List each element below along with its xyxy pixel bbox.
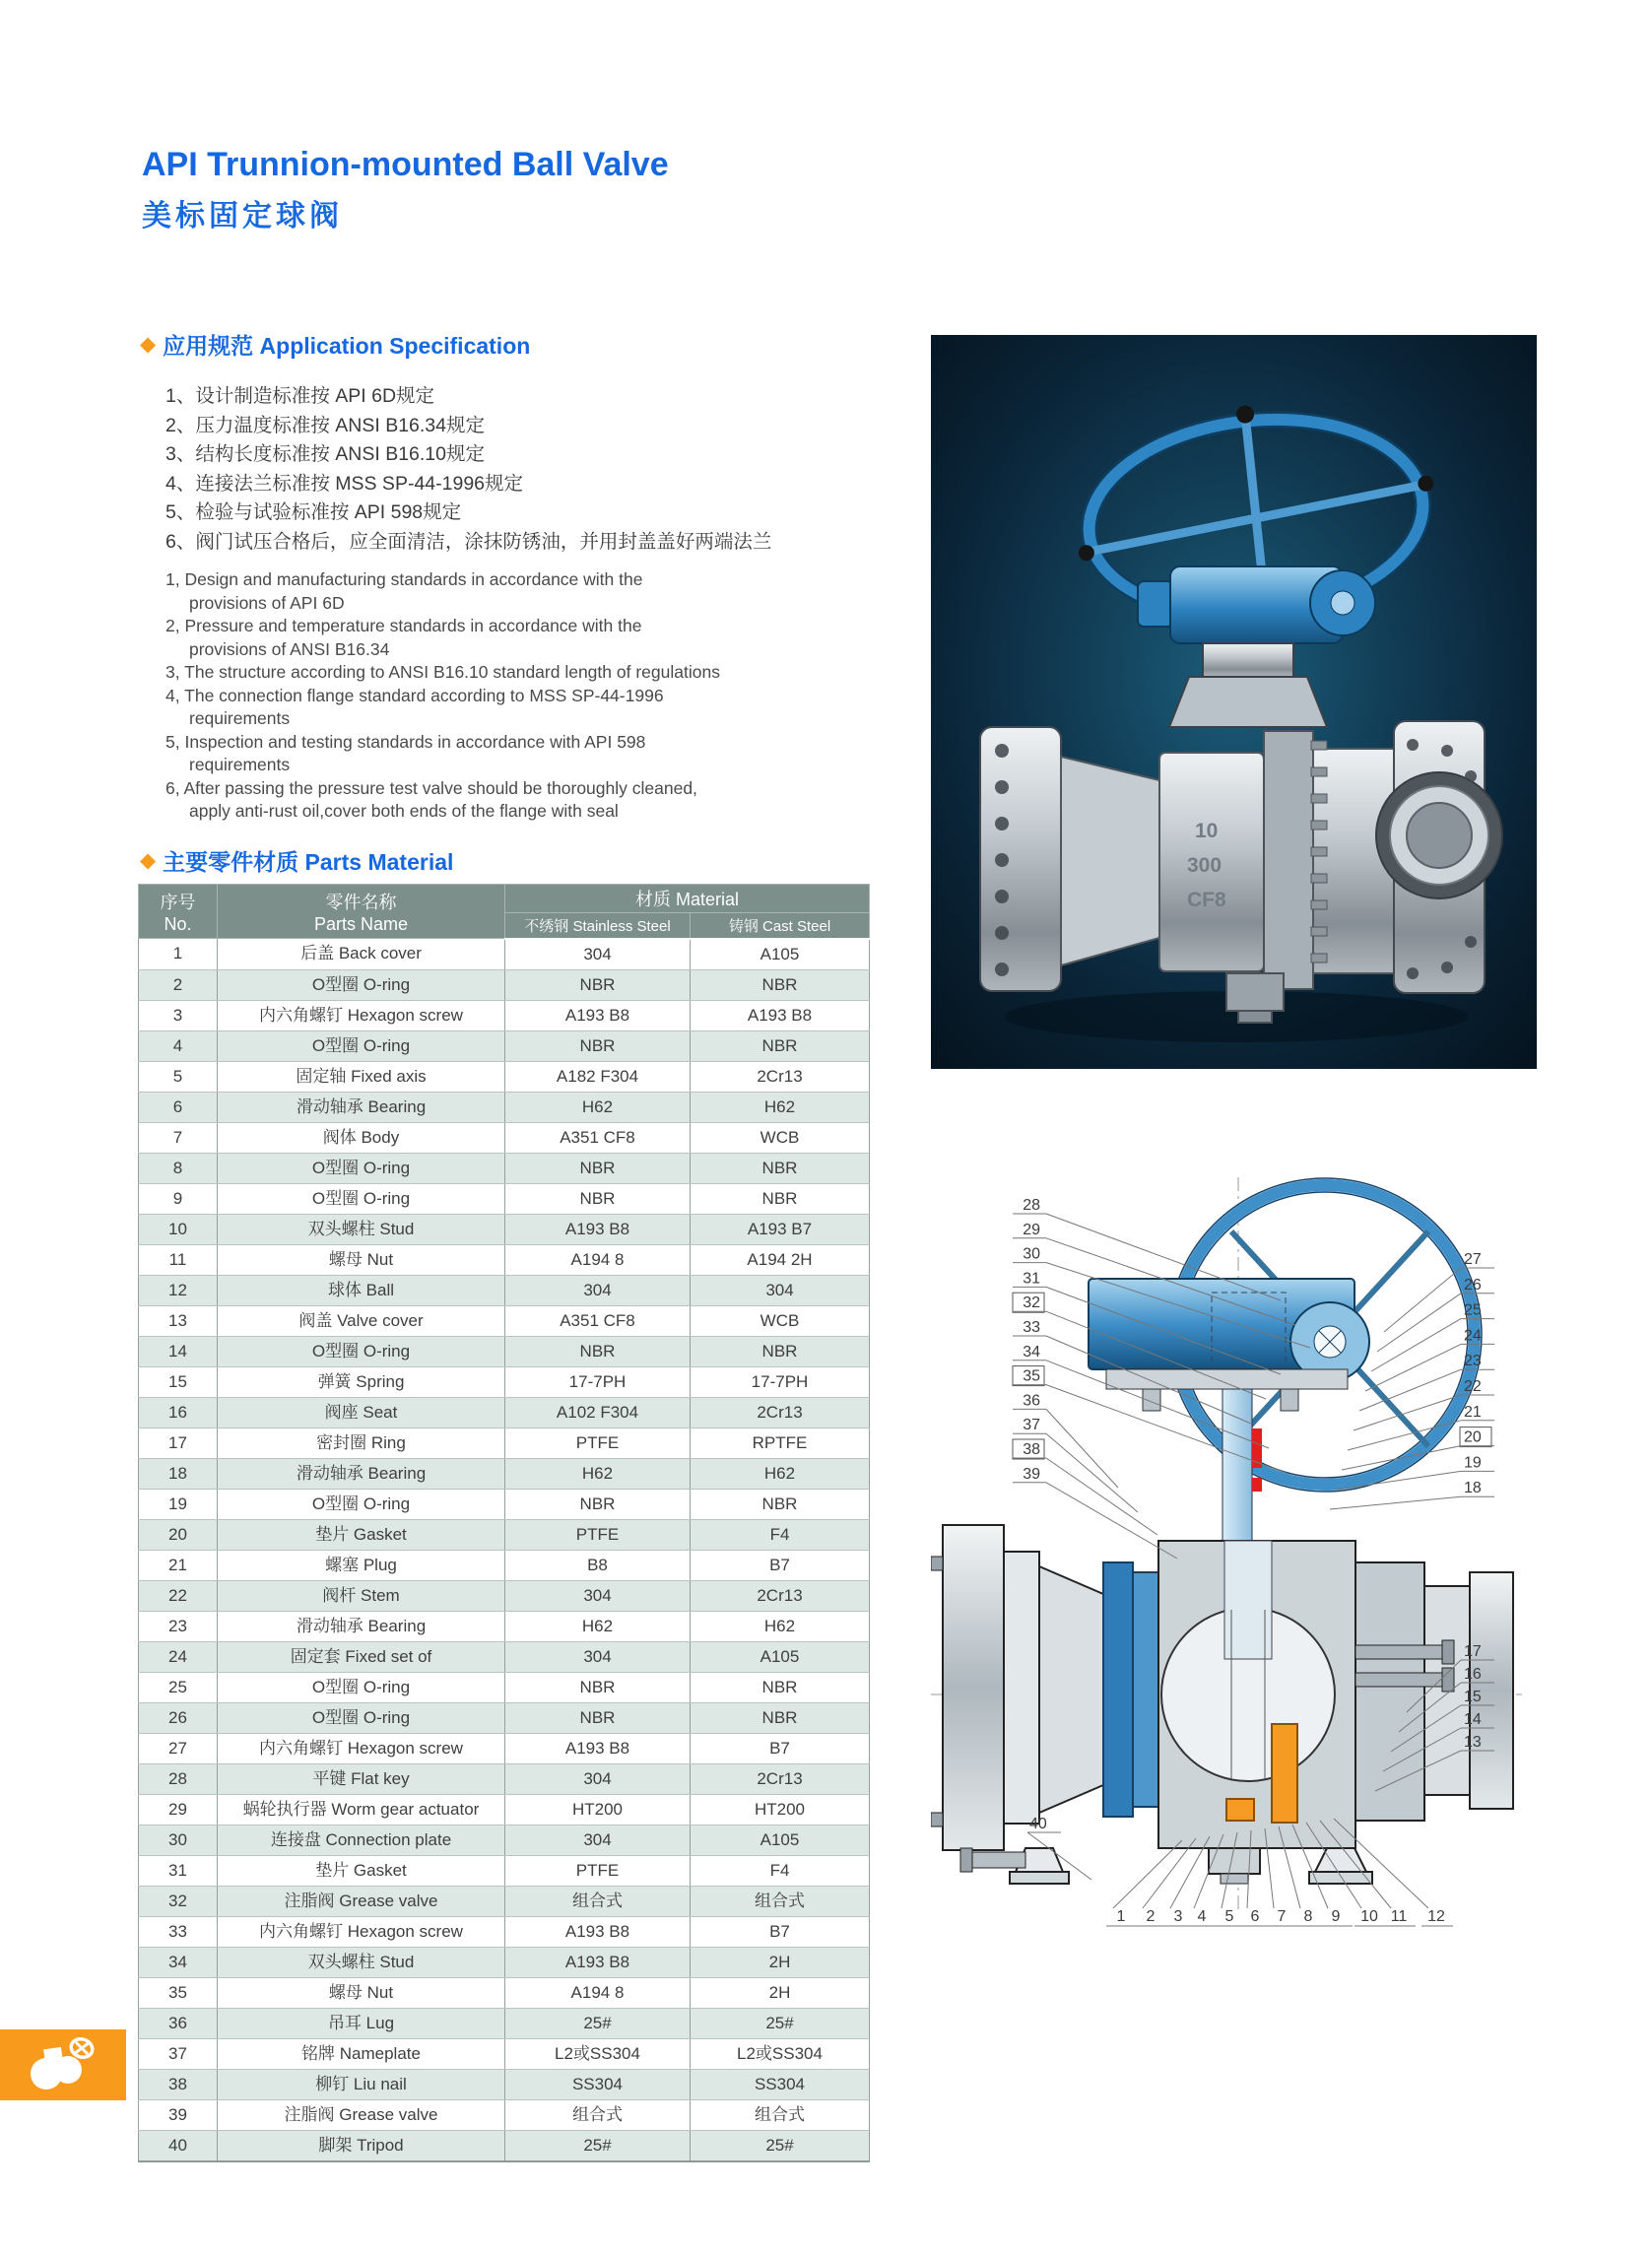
svg-text:300: 300 [1187, 854, 1222, 877]
table-cell: 31 [139, 1855, 218, 1886]
table-cell: 35 [139, 1977, 218, 2008]
diagram-callout: 21 [1464, 1403, 1482, 1421]
table-row [139, 1916, 870, 1947]
table-cell: NBR [505, 1672, 691, 1702]
diagram-callout: 2 [1146, 1908, 1156, 1925]
table-cell: 注脂阀 Grease valve [218, 2099, 505, 2130]
table-row [139, 1977, 870, 2008]
table-cell: 球体 Ball [218, 1275, 505, 1305]
table-cell: A193 B8 [505, 1916, 691, 1947]
spec-item-zh: 1、设计制造标准按 API 6D规定 [165, 385, 435, 407]
table-cell: 铭牌 Nameplate [218, 2038, 505, 2069]
table-cell: 36 [139, 2008, 218, 2038]
parts-table-body [139, 939, 870, 2161]
table-row [139, 1214, 870, 1244]
table-cell: 螺母 Nut [218, 1977, 505, 2008]
diagram-callout: 28 [1023, 1197, 1040, 1214]
table-row [139, 2008, 870, 2038]
col-header-no: 序号 No. [139, 885, 218, 939]
diagram-callout: 1 [1116, 1908, 1126, 1925]
table-cell: 9 [139, 1183, 218, 1214]
table-cell: 2Cr13 [691, 1763, 870, 1794]
table-row [139, 1458, 870, 1489]
svg-text:10: 10 [1195, 820, 1219, 842]
table-cell: 2H [691, 1977, 870, 2008]
table-row [139, 1702, 870, 1733]
diagram-callout: 16 [1464, 1666, 1482, 1683]
table-cell: 柳钉 Liu nail [218, 2069, 505, 2099]
table-cell: 内六角螺钉 Hexagon screw [218, 1916, 505, 1947]
table-cell: F4 [691, 1855, 870, 1886]
table-cell: H62 [691, 1092, 870, 1122]
diagram-callout: 23 [1464, 1353, 1482, 1370]
table-cell: 组合式 [691, 1886, 870, 1916]
table-row [139, 1366, 870, 1397]
table-cell: 注脂阀 Grease valve [218, 1886, 505, 1916]
table-cell: 29 [139, 1794, 218, 1825]
spec-item-zh: 3、结构长度标准按 ANSI B16.10规定 [165, 443, 485, 465]
table-row [139, 1886, 870, 1916]
table-cell: NBR [691, 1183, 870, 1214]
table-cell: 15 [139, 1366, 218, 1397]
page-title: API Trunnion-mounted Ball Valve [142, 146, 669, 183]
table-cell: 25 [139, 1672, 218, 1702]
table-cell: 组合式 [691, 2099, 870, 2130]
table-cell: NBR [691, 1702, 870, 1733]
table-cell: 33 [139, 1916, 218, 1947]
table-cell: NBR [505, 1183, 691, 1214]
table-row [139, 1855, 870, 1886]
table-cell: 22 [139, 1580, 218, 1611]
table-row [139, 1763, 870, 1794]
table-row [139, 1947, 870, 1977]
table-cell: A193 B8 [505, 1000, 691, 1030]
table-cell: 304 [505, 1641, 691, 1672]
table-cell: 阀座 Seat [218, 1397, 505, 1427]
table-cell: PTFE [505, 1519, 691, 1550]
table-cell: 组合式 [505, 1886, 691, 1916]
table-cell: 25# [505, 2130, 691, 2161]
table-row [139, 1336, 870, 1366]
table-cell: 蜗轮执行器 Worm gear actuator [218, 1794, 505, 1825]
section-drawing [931, 1177, 1522, 1926]
table-cell: 滑动轴承 Bearing [218, 1092, 505, 1122]
table-row [139, 969, 870, 1000]
table-cell: NBR [691, 1336, 870, 1366]
table-cell: O型圈 O-ring [218, 1183, 505, 1214]
table-cell: 19 [139, 1489, 218, 1519]
table-cell: 37 [139, 2038, 218, 2069]
spec-item-zh: 6、阀门试压合格后，应全面清洁，涂抹防锈油，并用封盖盖好两端法兰 [165, 530, 772, 553]
body-section [931, 1525, 1513, 1884]
table-cell: 18 [139, 1458, 218, 1489]
table-row [139, 1641, 870, 1672]
table-row [139, 2038, 870, 2069]
spec-item-en: 4, The connection flange standard according to MSS SP-44-1996 requirements [165, 685, 664, 728]
table-cell: 27 [139, 1733, 218, 1763]
diagram-callout: 40 [1029, 1816, 1047, 1832]
table-row [139, 939, 870, 970]
diagram-callout: 20 [1464, 1428, 1482, 1446]
diagram-callout: 26 [1464, 1276, 1482, 1294]
diagram-callout: 24 [1464, 1327, 1482, 1345]
table-cell: H62 [505, 1611, 691, 1641]
table-cell: 39 [139, 2099, 218, 2130]
table-cell: 后盖 Back cover [218, 939, 505, 970]
table-cell: 阀体 Body [218, 1122, 505, 1153]
diamond-icon: ◆ [140, 849, 157, 872]
table-cell: NBR [505, 1336, 691, 1366]
table-cell: A351 CF8 [505, 1122, 691, 1153]
table-cell: 螺母 Nut [218, 1244, 505, 1275]
table-cell: B8 [505, 1550, 691, 1580]
table-cell: H62 [505, 1092, 691, 1122]
table-cell: H62 [691, 1458, 870, 1489]
table-row [139, 1061, 870, 1092]
diagram-callout: 6 [1250, 1908, 1260, 1925]
table-cell: A351 CF8 [505, 1305, 691, 1336]
spec-item-zh: 4、连接法兰标准按 MSS SP-44-1996规定 [165, 472, 524, 495]
table-row [139, 1519, 870, 1550]
table-cell: HT200 [505, 1794, 691, 1825]
table-row [139, 1489, 870, 1519]
table-cell: 阀杆 Stem [218, 1580, 505, 1611]
table-cell: NBR [505, 1153, 691, 1183]
diagram-callout: 14 [1464, 1711, 1482, 1728]
table-row [139, 1672, 870, 1702]
table-cell: A194 2H [691, 1244, 870, 1275]
diagram-callout: 37 [1023, 1417, 1040, 1434]
spec-item-zh: 5、检验与试验标准按 API 598规定 [165, 501, 462, 523]
table-row [139, 1305, 870, 1336]
table-cell: 25# [505, 2008, 691, 2038]
table-cell: 17 [139, 1427, 218, 1458]
table-cell: NBR [691, 1153, 870, 1183]
table-row [139, 1244, 870, 1275]
table-cell: SS304 [505, 2069, 691, 2099]
svg-text:CF8: CF8 [1187, 889, 1226, 911]
parts-material-table [138, 884, 870, 2162]
table-cell: A102 F304 [505, 1397, 691, 1427]
table-cell: NBR [691, 969, 870, 1000]
valve-product-photo [931, 335, 1537, 1069]
col-header-parts-name: 零件名称 Parts Name [218, 885, 505, 939]
table-cell: 阀盖 Valve cover [218, 1305, 505, 1336]
table-cell: 12 [139, 1275, 218, 1305]
col-header-cast: 铸钢 Cast Steel [691, 913, 870, 939]
table-cell: 34 [139, 1947, 218, 1977]
diagram-callout: 8 [1303, 1908, 1313, 1925]
table-cell: 40 [139, 2130, 218, 2161]
table-cell: 304 [505, 939, 691, 970]
table-cell: O型圈 O-ring [218, 1489, 505, 1519]
table-cell: L2或SS304 [691, 2038, 870, 2069]
table-row [139, 1427, 870, 1458]
table-cell: HT200 [691, 1794, 870, 1825]
table-cell: 17-7PH [505, 1366, 691, 1397]
table-cell: B7 [691, 1916, 870, 1947]
diagram-callout: 35 [1023, 1367, 1040, 1385]
diagram-callout: 17 [1464, 1643, 1482, 1660]
spec-list-zh [165, 382, 771, 557]
table-cell: A194 8 [505, 1244, 691, 1275]
table-cell: 26 [139, 1702, 218, 1733]
table-row [139, 1397, 870, 1427]
table-cell: 6 [139, 1092, 218, 1122]
diagram-callout: 5 [1224, 1908, 1234, 1925]
diagram-callout: 9 [1331, 1908, 1341, 1925]
diagram-callout: 11 [1390, 1908, 1408, 1925]
table-cell: NBR [691, 1489, 870, 1519]
table-cell: A193 B8 [691, 1000, 870, 1030]
spec-item-zh: 2、压力温度标准按 ANSI B16.34规定 [165, 414, 485, 436]
table-row [139, 1825, 870, 1855]
col-header-stainless: 不绣钢 Stainless Steel [505, 913, 691, 939]
table-cell: A193 B8 [505, 1947, 691, 1977]
table-row [139, 1794, 870, 1825]
table-cell: 13 [139, 1305, 218, 1336]
table-cell: 21 [139, 1550, 218, 1580]
table-cell: A105 [691, 1825, 870, 1855]
table-cell: 304 [505, 1763, 691, 1794]
table-cell: 脚架 Tripod [218, 2130, 505, 2161]
table-cell: 垫片 Gasket [218, 1519, 505, 1550]
valve-section-diagram [931, 1133, 1537, 1960]
table-cell: 弹簧 Spring [218, 1366, 505, 1397]
table-cell: WCB [691, 1305, 870, 1336]
table-cell: A194 8 [505, 1977, 691, 2008]
table-cell: 内六角螺钉 Hexagon screw [218, 1733, 505, 1763]
table-cell: 14 [139, 1336, 218, 1366]
table-cell: 2Cr13 [691, 1580, 870, 1611]
diagram-callout: 31 [1023, 1270, 1040, 1288]
diagram-callout: 36 [1023, 1392, 1040, 1410]
table-cell: 3 [139, 1000, 218, 1030]
table-cell: 吊耳 Lug [218, 2008, 505, 2038]
table-cell: H62 [691, 1611, 870, 1641]
table-row [139, 1000, 870, 1030]
table-cell: NBR [505, 969, 691, 1000]
table-cell: NBR [691, 1672, 870, 1702]
spec-item-en: 2, Pressure and temperature standards in accordance with the provisions of ANSI B16.34 [165, 616, 642, 659]
table-cell: B7 [691, 1550, 870, 1580]
table-cell: F4 [691, 1519, 870, 1550]
table-cell: O型圈 O-ring [218, 969, 505, 1000]
spec-item-en: 5, Inspection and testing standards in accordance with API 598 requirements [165, 731, 646, 774]
diagram-callout: 7 [1277, 1908, 1287, 1925]
diagram-callout: 19 [1464, 1454, 1482, 1472]
section-heading-text: 应用规范 Application Specification [163, 333, 531, 359]
table-cell: 25# [691, 2130, 870, 2161]
table-cell: O型圈 O-ring [218, 1030, 505, 1061]
diagram-callout: 12 [1427, 1908, 1445, 1925]
table-cell: O型圈 O-ring [218, 1153, 505, 1183]
spec-item-en: 1, Design and manufacturing standards in accordance with the provisions of API 6D [165, 569, 643, 613]
table-cell: 2Cr13 [691, 1397, 870, 1427]
table-row [139, 2130, 870, 2161]
table-cell: 2H [691, 1947, 870, 1977]
center-flange-studs [1311, 741, 1327, 963]
table-cell: A182 F304 [505, 1061, 691, 1092]
table-cell: NBR [691, 1030, 870, 1061]
table-cell: 17-7PH [691, 1366, 870, 1397]
col-header-material: 材质 Material [505, 885, 870, 913]
diagram-callout: 3 [1173, 1908, 1183, 1925]
table-row [139, 2069, 870, 2099]
table-cell: B7 [691, 1733, 870, 1763]
diagram-callout: 13 [1464, 1734, 1482, 1751]
table-cell: 11 [139, 1244, 218, 1275]
section-heading-text: 主要零件材质 Parts Material [163, 849, 454, 875]
spec-item-en: 3, The structure according to ANSI B16.10 standard length of regulations [165, 662, 720, 682]
table-row [139, 1580, 870, 1611]
table-row [139, 1122, 870, 1153]
table-cell: 32 [139, 1886, 218, 1916]
table-cell: 4 [139, 1030, 218, 1061]
table-cell: 平键 Flat key [218, 1763, 505, 1794]
table-cell: 16 [139, 1397, 218, 1427]
section-application-spec-heading [140, 328, 530, 361]
table-cell: 24 [139, 1641, 218, 1672]
table-cell: WCB [691, 1122, 870, 1153]
diagram-callout: 30 [1023, 1245, 1040, 1263]
table-cell: 固定套 Fixed set of [218, 1641, 505, 1672]
table-cell: 10 [139, 1214, 218, 1244]
table-cell: 滑动轴承 Bearing [218, 1611, 505, 1641]
table-cell: O型圈 O-ring [218, 1702, 505, 1733]
spec-list-en [165, 568, 722, 824]
table-cell: 1 [139, 939, 218, 970]
table-cell: 固定轴 Fixed axis [218, 1061, 505, 1092]
valve-logo-icon [21, 2036, 105, 2093]
diagram-callout: 22 [1464, 1378, 1482, 1395]
diagram-callout: 15 [1464, 1689, 1482, 1705]
diagram-callout: 18 [1464, 1480, 1482, 1497]
diagram-callout: 33 [1023, 1319, 1040, 1336]
diagram-callout: 10 [1360, 1908, 1378, 1925]
table-cell: 螺塞 Plug [218, 1550, 505, 1580]
table-cell: 30 [139, 1825, 218, 1855]
table-cell: NBR [505, 1030, 691, 1061]
diagram-callout: 32 [1023, 1294, 1040, 1312]
table-cell: 双头螺柱 Stud [218, 1214, 505, 1244]
table-cell: 304 [505, 1580, 691, 1611]
table-cell: SS304 [691, 2069, 870, 2099]
diamond-icon: ◆ [140, 333, 157, 356]
table-header [139, 885, 870, 939]
table-row [139, 1153, 870, 1183]
table-cell: A193 B8 [505, 1214, 691, 1244]
table-cell: O型圈 O-ring [218, 1672, 505, 1702]
table-cell: 304 [505, 1275, 691, 1305]
table-cell: 2Cr13 [691, 1061, 870, 1092]
table-cell: 滑动轴承 Bearing [218, 1458, 505, 1489]
table-row [139, 1611, 870, 1641]
table-cell: 23 [139, 1611, 218, 1641]
table-cell: O型圈 O-ring [218, 1336, 505, 1366]
diagram-callout: 27 [1464, 1251, 1482, 1268]
table-cell: A193 B7 [691, 1214, 870, 1244]
table-row [139, 1030, 870, 1061]
diagram-callout: 29 [1023, 1221, 1040, 1238]
table-cell: A105 [691, 939, 870, 970]
table-cell: 垫片 Gasket [218, 1855, 505, 1886]
diagram-callout: 38 [1023, 1441, 1040, 1458]
table-cell: L2或SS304 [505, 2038, 691, 2069]
table-cell: PTFE [505, 1427, 691, 1458]
table-cell: NBR [505, 1702, 691, 1733]
table-cell: A193 B8 [505, 1733, 691, 1763]
table-cell: 28 [139, 1763, 218, 1794]
table-cell: 7 [139, 1122, 218, 1153]
table-row [139, 2099, 870, 2130]
table-cell: RPTFE [691, 1427, 870, 1458]
table-cell: H62 [505, 1458, 691, 1489]
spec-item-en: 6, After passing the pressure test valve should be thoroughly cleaned, apply anti-rust oil,cover both ends of the flange with seal [165, 777, 697, 821]
section-parts-material-heading [140, 844, 453, 877]
table-cell: 38 [139, 2069, 218, 2099]
table-cell: 双头螺柱 Stud [218, 1947, 505, 1977]
table-row [139, 1733, 870, 1763]
table-cell: 8 [139, 1153, 218, 1183]
table-cell: 组合式 [505, 2099, 691, 2130]
page-subtitle-zh: 美标固定球阀 [142, 200, 343, 232]
diagram-callout: 39 [1023, 1465, 1040, 1483]
stem-seal-red [1252, 1478, 1262, 1492]
table-cell: 密封圈 Ring [218, 1427, 505, 1458]
table-row [139, 1183, 870, 1214]
table-cell: 304 [691, 1275, 870, 1305]
table-row [139, 1092, 870, 1122]
diagram-callout: 25 [1464, 1301, 1482, 1319]
table-cell: 25# [691, 2008, 870, 2038]
table-cell: 2 [139, 969, 218, 1000]
table-cell: 5 [139, 1061, 218, 1092]
table-cell: 304 [505, 1825, 691, 1855]
brand-logo [0, 2029, 126, 2100]
table-cell: PTFE [505, 1855, 691, 1886]
diagram-callout: 34 [1023, 1343, 1040, 1361]
table-cell: NBR [505, 1489, 691, 1519]
table-cell: 内六角螺钉 Hexagon screw [218, 1000, 505, 1030]
diagram-callout: 4 [1197, 1908, 1207, 1925]
table-cell: 20 [139, 1519, 218, 1550]
table-cell: A105 [691, 1641, 870, 1672]
table-row [139, 1550, 870, 1580]
gear-actuator [1138, 566, 1375, 643]
table-row [139, 1275, 870, 1305]
table-cell: 连接盘 Connection plate [218, 1825, 505, 1855]
